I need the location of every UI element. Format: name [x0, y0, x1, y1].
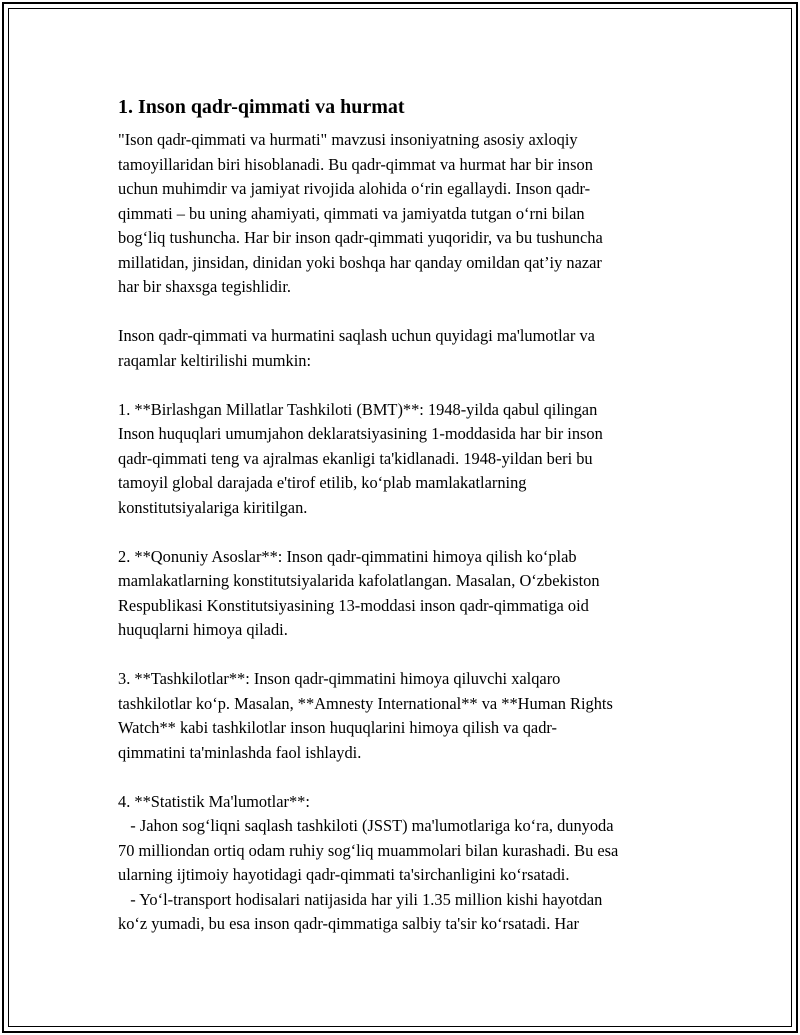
- text-line: 1. **Birlashgan Millatlar Tashkiloti (BMT)**: 1948-yilda qabul qilingan: [118, 399, 598, 419]
- text-line: huquqlarni himoya qiladi.: [118, 620, 288, 639]
- section-heading: 1. Inson qadr-qimmati va hurmat: [118, 96, 405, 118]
- text-line: uchun muhimdir va jamiyat rivojida alohida o‘rin egallaydi. Inson qadr-: [118, 179, 591, 198]
- text-line: ko‘z yumadi, bu esa inson qadr-qimmatiga salbiy ta'sir ko‘rsatadi. Har: [118, 914, 579, 933]
- text-line: - Jahon sog‘liqni saqlash tashkiloti (JSST) ma'lumotlariga ko‘ra, dunyoda: [118, 816, 614, 835]
- text-line: qimmati – bu uning ahamiyati, qimmati va jamiyatda tutgan o‘rni bilan: [118, 203, 585, 223]
- text-line: Inson huquqlari umumjahon deklaratsiyasining 1-moddasida har bir inson: [118, 424, 603, 443]
- text-line: - Yo‘l-transport hodisalari natijasida har yili 1.35 million kishi hayotdan: [118, 889, 603, 909]
- text-line: konstitutsiyalariga kiritilgan.: [118, 497, 308, 517]
- text-line: Watch** kabi tashkilotlar inson huquqlarini himoya qilish va qadr-: [118, 718, 557, 737]
- list-item-organizations: [118, 667, 690, 765]
- text-line: 4. **Statistik Ma'lumotlar**:: [118, 791, 310, 811]
- list-item-bmt: [118, 398, 690, 521]
- text-line: mamlakatlarning konstitutsiyalarida kafolatlangan. Masalan, O‘zbekiston: [118, 571, 600, 590]
- text-line: tamoyil global darajada e'tirof etilib, ko‘plab mamlakatlarning: [118, 473, 527, 492]
- text-line: bog‘liq tushuncha. Har bir inson qadr-qimmati yuqoridir, va bu tushuncha: [118, 228, 603, 247]
- text-line: tamoyillaridan biri hisoblanadi. Bu qadr-qimmat va hurmat har bir inson: [118, 154, 593, 174]
- text-line: qadr-qimmati teng va ajralmas ekanligi ta'kidlanadi. 1948-yildan beri bu: [118, 448, 593, 468]
- text-line: Inson qadr-qimmati va hurmatini saqlash uchun quyidagi ma'lumotlar va: [118, 326, 595, 345]
- text-line: raqamlar keltirilishi mumkin:: [118, 350, 312, 370]
- text-line: 70 milliondan ortiq odam ruhiy sog‘liq muammolari bilan kurashadi. Bu esa: [118, 840, 619, 860]
- text-line: qimmatini ta'minlashda faol ishlaydi.: [118, 742, 362, 762]
- paragraph-intro: [118, 128, 690, 300]
- text-line: 2. **Qonuniy Asoslar**: Inson qadr-qimmatini himoya qilish ko‘plab: [118, 546, 577, 566]
- text-line: Respublikasi Konstitutsiyasining 13-moddasi inson qadr-qimmatiga oid: [118, 595, 589, 615]
- text-line: millatidan, jinsidan, dinidan yoki boshqa har qanday omildan qat’iy nazar: [118, 252, 602, 272]
- text-line: har bir shaxsga tegishlidir.: [118, 277, 291, 296]
- list-item-legal-basis: [118, 545, 690, 643]
- list-item-statistics: [118, 790, 690, 937]
- text-line: ularning ijtimoiy hayotidagi qadr-qimmati ta'sirchanligini ko‘rsatadi.: [118, 865, 570, 884]
- paragraph-lead-in: [118, 324, 690, 373]
- text-line: 3. **Tashkilotlar**: Inson qadr-qimmatini himoya qiluvchi xalqaro: [118, 669, 561, 688]
- text-line: tashkilotlar ko‘p. Masalan, **Amnesty International** va **Human Rights: [118, 693, 613, 713]
- text-line: "Ison qadr-qimmati va hurmati" mavzusi insoniyatning asosiy axloqiy: [118, 130, 578, 149]
- document-body: [118, 94, 690, 961]
